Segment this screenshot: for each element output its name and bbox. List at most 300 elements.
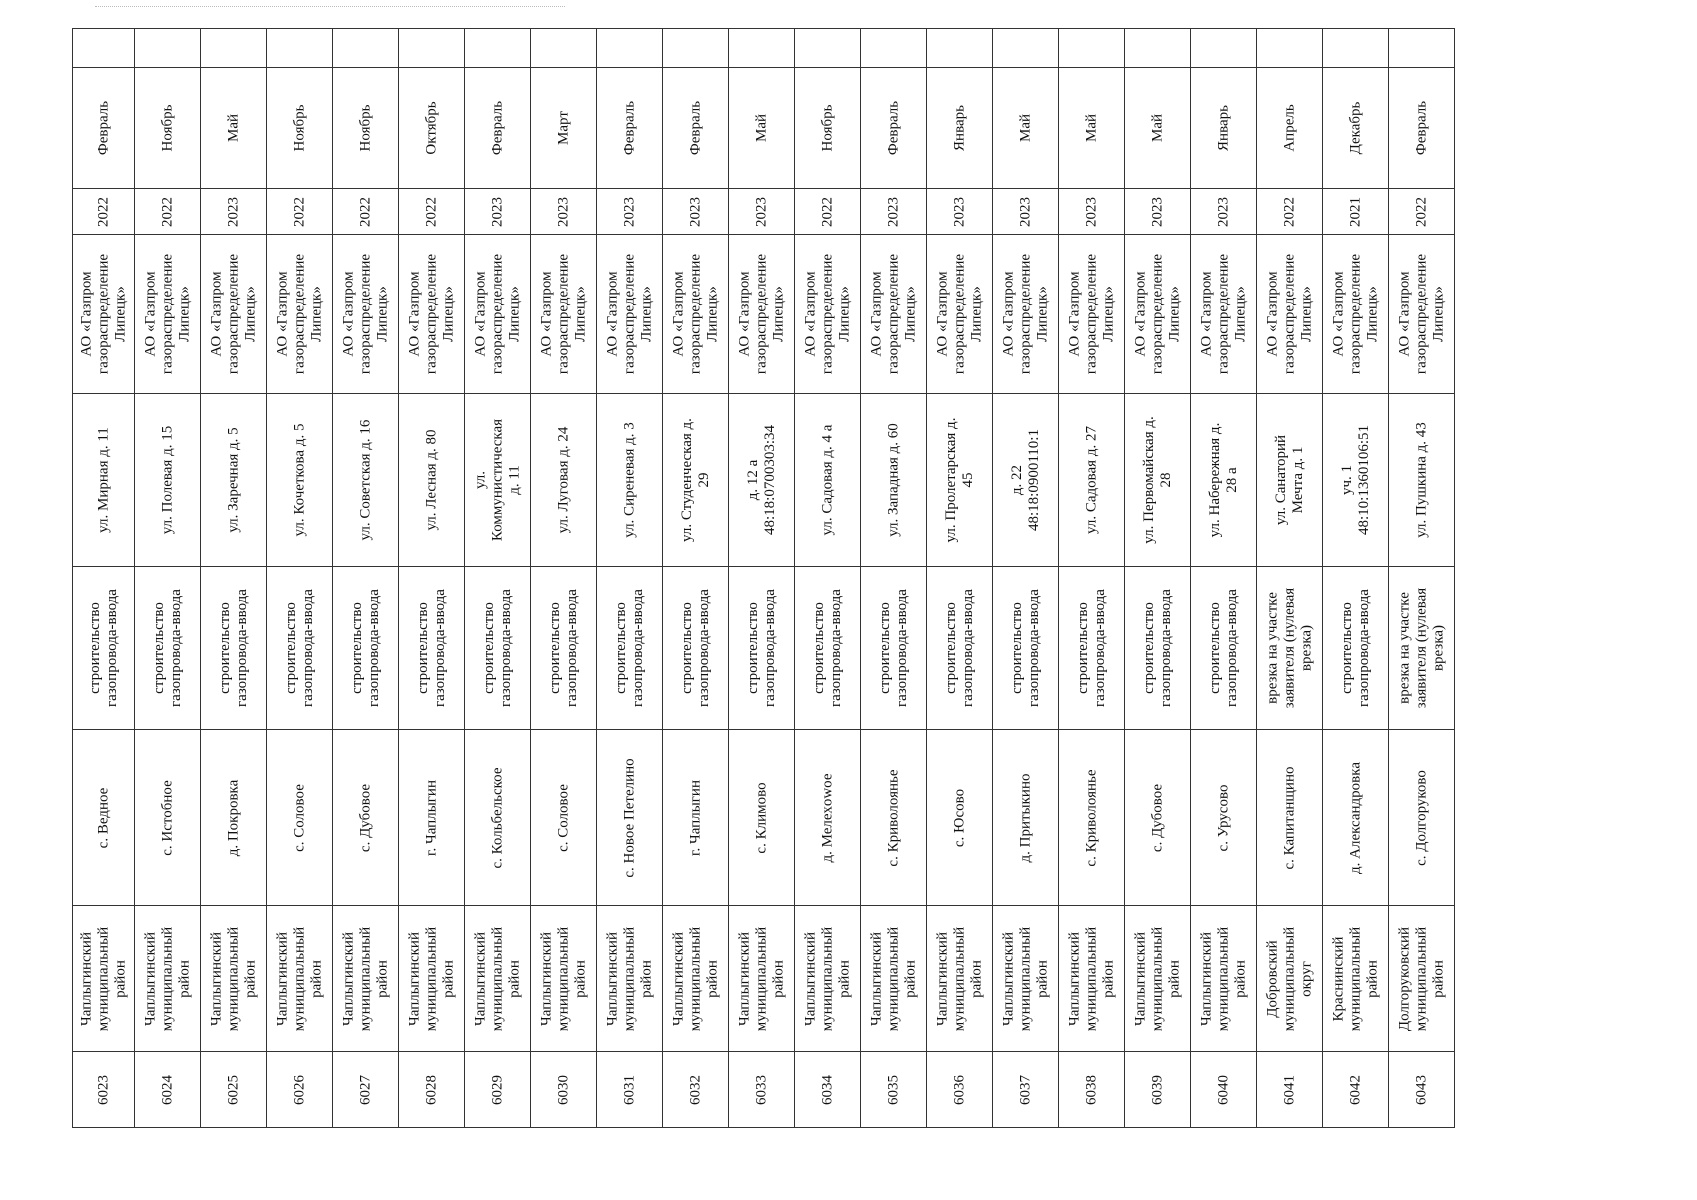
number-cell (1059, 1052, 1125, 1128)
work-type-cell-text: строительство газопровода-ввода (414, 589, 448, 707)
number-cell (861, 1052, 927, 1128)
organization-cell-text: АО «Газпром газораспределение Липецк» (1198, 253, 1248, 375)
blank-cell (663, 29, 729, 68)
district-cell (333, 906, 399, 1052)
district-cell (663, 906, 729, 1052)
month-cell (993, 68, 1059, 189)
settlement-cell (1323, 730, 1389, 906)
month-cell (399, 68, 465, 189)
organization-cell-text: АО «Газпром газораспределение Липецк» (1132, 253, 1182, 375)
address-cell (267, 394, 333, 567)
work-type-cell-text: строительство газопровода-ввода (546, 589, 580, 707)
blank-cell (729, 29, 795, 68)
organization-cell-text: АО «Газпром газораспределение Липецк» (406, 253, 456, 375)
month-cell (663, 68, 729, 189)
address-cell (531, 394, 597, 567)
work-type-cell-text: строительство газопровода-ввода (678, 589, 712, 707)
district-cell-text: Чаплыгинский муниципальный район (340, 926, 390, 1031)
district-cell-text: Чаплыгинский муниципальный район (274, 926, 324, 1031)
number-cell (1389, 1052, 1455, 1128)
year-cell-text: 2022 (1281, 196, 1297, 227)
address-cell-text: д. 12 а 48:18:0700303:34 (744, 425, 778, 536)
blank-cell (135, 29, 201, 68)
address-cell (1059, 394, 1125, 567)
district-cell-text: Долгоруковский муниципальный район (1396, 926, 1446, 1031)
district-cell (1059, 906, 1125, 1052)
settlement-cell-text: с. Криволоянье (885, 768, 901, 867)
settlement-cell (1257, 730, 1323, 906)
blank-cell (927, 29, 993, 68)
settlement-cell (729, 730, 795, 906)
organization-cell (73, 235, 135, 394)
settlement-cell (1389, 730, 1455, 906)
work-type-cell (1125, 567, 1191, 730)
district-cell-text: Чаплыгинский муниципальный район (208, 926, 258, 1031)
district-cell (201, 906, 267, 1052)
settlement-cell (927, 730, 993, 906)
month-cell-text: Февраль (95, 100, 111, 156)
address-cell (1323, 394, 1389, 567)
number-cell-text: 6029 (489, 1074, 505, 1105)
settlement-cell-text: г. Чаплыгин (687, 779, 703, 856)
organization-cell (399, 235, 465, 394)
number-cell (333, 1052, 399, 1128)
organization-cell-text: АО «Газпром газораспределение Липецк» (934, 253, 984, 375)
number-cell (1125, 1052, 1191, 1128)
address-cell-text: ул. Заречная д. 5 (225, 427, 241, 533)
blank-cell (531, 29, 597, 68)
month-cell-text: Май (753, 113, 769, 143)
work-type-cell (465, 567, 531, 730)
address-cell (795, 394, 861, 567)
month-cell-text: Май (225, 113, 241, 143)
settlement-cell-text: с. Новое Петелино (621, 757, 637, 878)
number-cell-text: 6040 (1215, 1074, 1231, 1105)
organization-cell-text: АО «Газпром газораспределение Липецк» (802, 253, 852, 375)
year-cell (1191, 189, 1257, 235)
settlement-cell (1059, 730, 1125, 906)
work-type-cell-text: строительство газопровода-ввода (942, 589, 976, 707)
address-cell-text: ул. Набережная д. 28 а (1206, 422, 1240, 538)
organization-cell-text: АО «Газпром газораспределение Липецк» (1330, 253, 1380, 375)
year-cell-text: 2022 (357, 196, 373, 227)
work-type-cell (993, 567, 1059, 730)
year-cell (1125, 189, 1191, 235)
address-cell (1191, 394, 1257, 567)
year-cell-text: 2023 (1017, 196, 1033, 227)
year-cell-text: 2021 (1347, 196, 1363, 227)
organization-cell (795, 235, 861, 394)
rotated-table (72, 28, 1517, 1128)
address-cell (201, 394, 267, 567)
work-type-cell (1389, 567, 1455, 730)
address-cell (1125, 394, 1191, 567)
year-cell (333, 189, 399, 235)
blank-cell (1323, 29, 1389, 68)
number-cell-text: 6043 (1413, 1074, 1429, 1105)
year-cell (993, 189, 1059, 235)
number-cell-text: 6036 (951, 1074, 967, 1105)
organization-cell-text: АО «Газпром газораспределение Липецк» (340, 253, 390, 375)
organization-cell-text: АО «Газпром газораспределение Липецк» (78, 253, 128, 375)
year-cell (73, 189, 135, 235)
organization-cell-text: АО «Газпром газораспределение Липецк» (142, 253, 192, 375)
work-type-cell (399, 567, 465, 730)
table-row (73, 906, 1517, 1052)
address-cell (663, 394, 729, 567)
district-cell-text: Чаплыгинский муниципальный район (142, 926, 192, 1031)
address-cell (927, 394, 993, 567)
number-cell-text: 6026 (291, 1074, 307, 1105)
month-cell-text: Октябрь (423, 101, 439, 155)
blank-cell (1389, 29, 1455, 68)
settlement-cell (531, 730, 597, 906)
address-cell-text: ул. Мирная д. 11 (95, 427, 111, 533)
year-cell (531, 189, 597, 235)
number-cell-text: 6028 (423, 1074, 439, 1105)
number-cell-text: 6038 (1083, 1074, 1099, 1105)
number-cell (135, 1052, 201, 1128)
number-cell (531, 1052, 597, 1128)
district-cell-text: Чаплыгинский муниципальный район (868, 926, 918, 1031)
district-cell-text: Чаплыгинский муниципальный район (736, 926, 786, 1031)
organization-cell-text: АО «Газпром газораспределение Липецк» (1000, 253, 1050, 375)
settlement-cell-text: с. Соловое (291, 783, 307, 852)
district-cell-text: Чаплыгинский муниципальный район (406, 926, 456, 1031)
district-cell (729, 906, 795, 1052)
month-cell-text: Февраль (687, 100, 703, 156)
district-cell (1323, 906, 1389, 1052)
district-cell-text: Краснинский муниципальный район (1330, 926, 1380, 1031)
district-cell (399, 906, 465, 1052)
year-cell-text: 2023 (555, 196, 571, 227)
month-cell-text: Март (555, 111, 571, 145)
address-cell-text: ул. Луговая д. 24 (555, 426, 571, 534)
district-cell-text: Чаплыгинский муниципальный район (1198, 926, 1248, 1031)
month-cell-text: Май (1017, 113, 1033, 143)
organization-cell (597, 235, 663, 394)
district-cell (861, 906, 927, 1052)
month-cell-text: Февраль (489, 100, 505, 156)
month-cell (267, 68, 333, 189)
work-type-cell (267, 567, 333, 730)
year-cell-text: 2022 (423, 196, 439, 227)
work-type-cell (73, 567, 135, 730)
address-cell (1257, 394, 1323, 567)
month-cell (861, 68, 927, 189)
work-type-cell-text: строительство газопровода-ввода (744, 589, 778, 707)
month-cell-text: Май (1083, 113, 1099, 143)
month-cell-text: Апрель (1281, 104, 1297, 152)
year-cell-text: 2023 (1215, 196, 1231, 227)
year-cell (1323, 189, 1389, 235)
month-cell (201, 68, 267, 189)
work-type-cell (201, 567, 267, 730)
number-cell-text: 6023 (95, 1074, 111, 1105)
work-type-cell (531, 567, 597, 730)
table-row (73, 68, 1517, 189)
number-cell (1191, 1052, 1257, 1128)
organization-cell-text: АО «Газпром газораспределение Липецк» (670, 253, 720, 375)
table-row (73, 730, 1517, 906)
organization-cell-text: АО «Газпром газораспределение Липецк» (1066, 253, 1116, 375)
blank-cell (1059, 29, 1125, 68)
work-type-cell-text: строительство газопровода-ввода (1008, 589, 1042, 707)
district-cell (1389, 906, 1455, 1052)
year-cell (663, 189, 729, 235)
organization-cell (1125, 235, 1191, 394)
number-cell (73, 1052, 135, 1128)
month-cell-text: Январь (951, 105, 967, 151)
month-cell-text: Февраль (885, 100, 901, 156)
table-row (73, 189, 1517, 235)
district-cell-text: Чаплыгинский муниципальный район (1066, 926, 1116, 1031)
month-cell (135, 68, 201, 189)
month-cell-text: Февраль (1413, 100, 1429, 156)
number-cell-text: 6027 (357, 1074, 373, 1105)
year-cell (861, 189, 927, 235)
settlement-cell (267, 730, 333, 906)
organization-cell (465, 235, 531, 394)
work-type-cell (663, 567, 729, 730)
scan-artifact (95, 6, 565, 10)
number-cell (663, 1052, 729, 1128)
work-type-cell-text: врезка на участке заявителя (нулевая врезка) (1396, 587, 1446, 709)
address-cell-text: ул. Полевая д. 15 (159, 425, 175, 535)
address-cell-text: ул. Первомайская д. 28 (1140, 416, 1174, 544)
settlement-cell-text: с. Долгоруково (1413, 769, 1429, 866)
address-cell-text: ул. Кочеткова д. 5 (291, 423, 307, 537)
settlement-cell (1191, 730, 1257, 906)
district-cell (1191, 906, 1257, 1052)
district-cell-text: Чаплыгинский муниципальный район (934, 926, 984, 1031)
address-cell (861, 394, 927, 567)
number-cell-text: 6037 (1017, 1074, 1033, 1105)
blank-cell (1125, 29, 1191, 68)
work-type-cell-text: строительство газопровода-ввода (348, 589, 382, 707)
month-cell (795, 68, 861, 189)
blank-cell (993, 29, 1059, 68)
organization-cell (531, 235, 597, 394)
address-cell-text: ул. Советская д. 16 (357, 419, 373, 541)
work-type-cell-text: строительство газопровода-ввода (150, 589, 184, 707)
settlement-cell (993, 730, 1059, 906)
settlement-cell (597, 730, 663, 906)
year-cell-text: 2023 (951, 196, 967, 227)
settlement-cell-text: с. Соловое (555, 783, 571, 852)
organization-cell (1191, 235, 1257, 394)
settlement-cell-text: д. Александровка (1347, 761, 1363, 874)
blank-cell (861, 29, 927, 68)
organization-cell-text: АО «Газпром газораспределение Липецк» (208, 253, 258, 375)
work-type-cell-text: врезка на участке заявителя (нулевая врезка) (1264, 587, 1314, 709)
work-type-cell-text: строительство газопровода-ввода (1074, 589, 1108, 707)
blank-cell (1257, 29, 1323, 68)
organization-cell (135, 235, 201, 394)
address-cell (597, 394, 663, 567)
organization-cell-text: АО «Газпром газораспределение Липецк» (868, 253, 918, 375)
year-cell (201, 189, 267, 235)
table-row (73, 29, 1517, 68)
month-cell-text: Ноябрь (819, 104, 835, 152)
address-cell (465, 394, 531, 567)
work-type-cell-text: строительство газопровода-ввода (1140, 589, 1174, 707)
settlement-cell (1125, 730, 1191, 906)
month-cell-text: Февраль (621, 100, 637, 156)
district-cell-text: Чаплыгинский муниципальный район (1132, 926, 1182, 1031)
organization-cell (267, 235, 333, 394)
address-cell-text: ул. Садовая д. 4 а (819, 424, 835, 536)
settlement-cell (201, 730, 267, 906)
table-row (73, 394, 1517, 567)
number-cell (927, 1052, 993, 1128)
year-cell-text: 2023 (1149, 196, 1165, 227)
address-cell-text: д. 22 48:18:0900110:1 (1008, 429, 1042, 531)
number-cell-text: 6035 (885, 1074, 901, 1105)
district-cell (531, 906, 597, 1052)
month-cell-text: Ноябрь (159, 104, 175, 152)
month-cell-text: Ноябрь (291, 104, 307, 152)
work-type-cell-text: строительство газопровода-ввода (876, 589, 910, 707)
address-cell (729, 394, 795, 567)
organization-cell (1323, 235, 1389, 394)
work-type-cell (1257, 567, 1323, 730)
work-type-cell (333, 567, 399, 730)
work-type-cell-text: строительство газопровода-ввода (86, 589, 120, 707)
work-type-cell-text: строительство газопровода-ввода (480, 589, 514, 707)
year-cell (135, 189, 201, 235)
district-cell (465, 906, 531, 1052)
table-row (73, 567, 1517, 730)
number-cell (201, 1052, 267, 1128)
settlement-cell (135, 730, 201, 906)
settlement-cell-text: с. Капитанщино (1281, 766, 1297, 870)
year-cell-text: 2022 (819, 196, 835, 227)
number-cell (729, 1052, 795, 1128)
year-cell-text: 2022 (159, 196, 175, 227)
address-cell-text: ул. Лесная д. 80 (423, 429, 439, 531)
work-type-cell (1059, 567, 1125, 730)
address-cell-text: ул. Западная д. 60 (885, 423, 901, 537)
month-cell (1059, 68, 1125, 189)
number-cell-text: 6039 (1149, 1074, 1165, 1105)
organization-cell-text: АО «Газпром газораспределение Липецк» (604, 253, 654, 375)
organization-cell-text: АО «Газпром газораспределение Липецк» (1396, 253, 1446, 375)
year-cell-text: 2023 (753, 196, 769, 227)
number-cell (267, 1052, 333, 1128)
year-cell (1389, 189, 1455, 235)
settlement-cell-text: с. Юсово (951, 788, 967, 847)
month-cell (333, 68, 399, 189)
blank-cell (597, 29, 663, 68)
month-cell (729, 68, 795, 189)
address-cell (1389, 394, 1455, 567)
table-row (73, 235, 1517, 394)
settlement-cell-text: с. Кольбельское (489, 767, 505, 868)
district-cell-text: Чаплыгинский муниципальный район (538, 926, 588, 1031)
month-cell-text: Ноябрь (357, 104, 373, 152)
number-cell-text: 6031 (621, 1074, 637, 1105)
number-cell-text: 6032 (687, 1074, 703, 1105)
blank-cell (465, 29, 531, 68)
organization-cell (729, 235, 795, 394)
blank-cell (267, 29, 333, 68)
year-cell (1257, 189, 1323, 235)
month-cell (1191, 68, 1257, 189)
year-cell-text: 2022 (1413, 196, 1429, 227)
year-cell-text: 2023 (687, 196, 703, 227)
month-cell (1323, 68, 1389, 189)
settlement-cell-text: д. Притыкино (1017, 773, 1033, 862)
month-cell (531, 68, 597, 189)
organization-cell (993, 235, 1059, 394)
work-type-cell (597, 567, 663, 730)
organization-cell (927, 235, 993, 394)
month-cell-text: Декабрь (1347, 101, 1363, 155)
address-cell (399, 394, 465, 567)
number-cell (465, 1052, 531, 1128)
year-cell-text: 2022 (95, 196, 111, 227)
month-cell (465, 68, 531, 189)
year-cell (795, 189, 861, 235)
organization-cell-text: АО «Газпром газораспределение Липецк» (736, 253, 786, 375)
year-cell (465, 189, 531, 235)
work-type-cell-text: строительство газопровода-ввода (216, 589, 250, 707)
settlement-cell (663, 730, 729, 906)
address-cell-text: ул. Коммунистическая д. 11 (472, 418, 522, 542)
organization-cell-text: АО «Газпром газораспределение Липецк» (472, 253, 522, 375)
work-type-cell (1323, 567, 1389, 730)
month-cell-text: Январь (1215, 105, 1231, 151)
settlement-cell-text: г. Чаплыгин (423, 779, 439, 856)
settlement-cell-text: д. Покровка (225, 779, 241, 856)
work-type-cell (135, 567, 201, 730)
blank-cell (73, 29, 135, 68)
address-cell (73, 394, 135, 567)
settlement-cell (73, 730, 135, 906)
address-cell-text: ул. Студенческая д. 29 (678, 418, 712, 542)
year-cell (597, 189, 663, 235)
year-cell (1059, 189, 1125, 235)
organization-cell-text: АО «Газпром газораспределение Липецк» (274, 253, 324, 375)
number-cell (1323, 1052, 1389, 1128)
work-type-cell-text: строительство газопровода-ввода (282, 589, 316, 707)
district-cell (73, 906, 135, 1052)
year-cell-text: 2023 (621, 196, 637, 227)
month-cell (597, 68, 663, 189)
settlement-cell (795, 730, 861, 906)
settlement-cell-text: с. Ведное (95, 787, 111, 848)
number-cell-text: 6041 (1281, 1074, 1297, 1105)
district-cell-text: Чаплыгинский муниципальный район (802, 926, 852, 1031)
district-cell (597, 906, 663, 1052)
organization-cell-text: АО «Газпром газораспределение Липецк» (1264, 253, 1314, 375)
organization-cell-text: АО «Газпром газораспределение Липецк» (538, 253, 588, 375)
address-cell (333, 394, 399, 567)
settlement-cell (465, 730, 531, 906)
settlement-cell-text: с. Климово (753, 781, 769, 854)
blank-cell (201, 29, 267, 68)
number-cell-text: 6030 (555, 1074, 571, 1105)
month-cell (1389, 68, 1455, 189)
work-type-cell (729, 567, 795, 730)
work-type-cell-text: строительство газопровода-ввода (1206, 589, 1240, 707)
organization-cell (1257, 235, 1323, 394)
year-cell (729, 189, 795, 235)
work-type-cell-text: строительство газопровода-ввода (612, 589, 646, 707)
work-type-cell (861, 567, 927, 730)
district-cell (795, 906, 861, 1052)
